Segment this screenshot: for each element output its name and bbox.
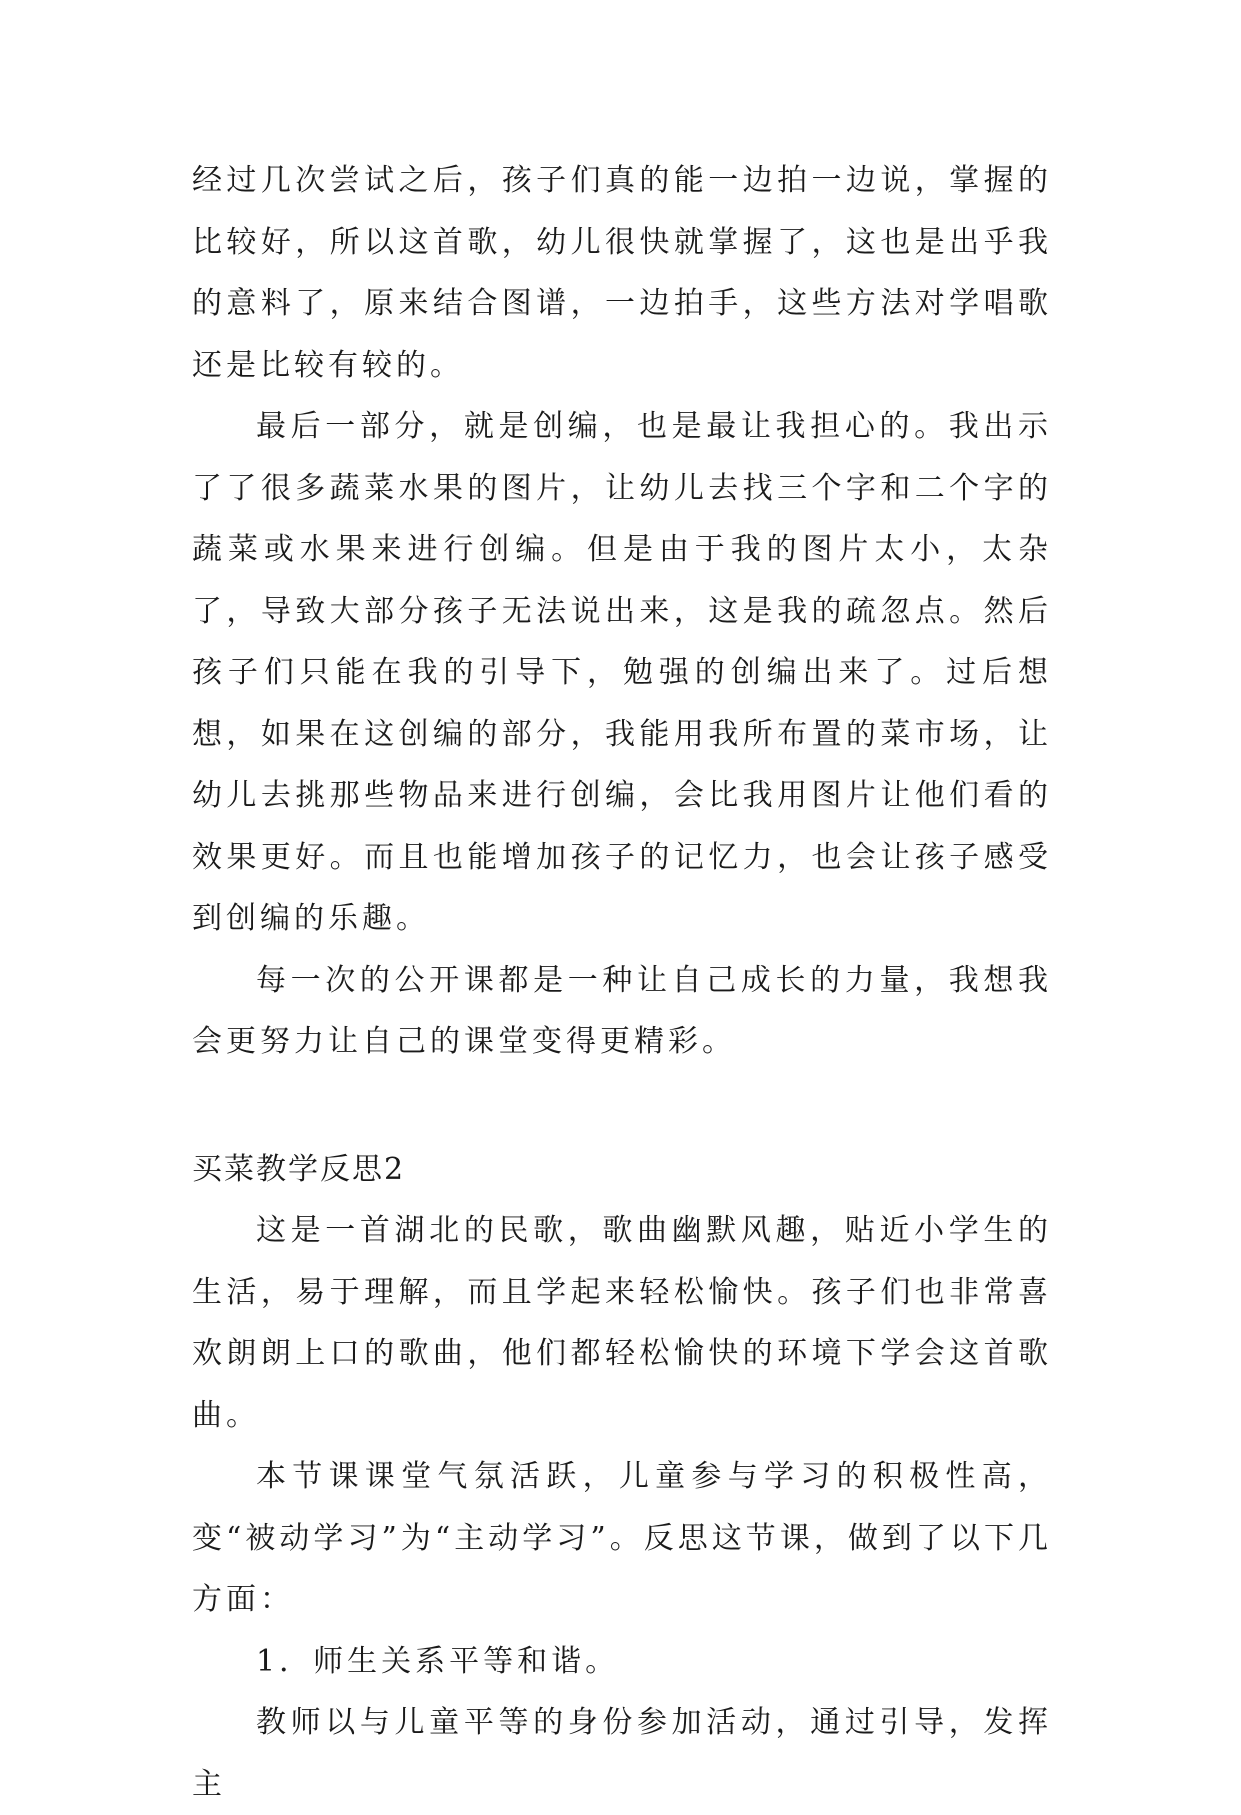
paragraph: 经过几次尝试之后，孩子们真的能一边拍一边说，掌握的比较好，所以这首歌，幼儿很快就掌握了，这也是出乎我的意料了，原来结合图谱，一边拍手，这些方法对学唱歌还是比较有较的。	[192, 163, 1052, 383]
section-spacer	[192, 1073, 1052, 1139]
paragraph: 最后一部分，就是创编，也是最让我担心的。我出示了了很多蔬菜水果的图片，让幼儿去找三个字和二个字的蔬菜或水果来进行创编。但是由于我的图片太小，太杂了，导致大部分孩子无法说出来，这是我的疏忽点。然后孩子们只能在我的引导下，勉强的创编出来了。过后想想，如果在这创编的部分，我能用我所布置的菜市场，让幼儿去挑那些物品来进行创编，会比我用图片让他们看的效果更好。而且也能增加孩子的记忆力，也会让孩子感受到创编的乐趣。	[192, 409, 1052, 936]
paragraph: 本节课课堂气氛活跃，儿童参与学习的积极性高，变“被动学习”为“主动学习”。反思这节课，做到了以下几方面：	[192, 1459, 1052, 1617]
paragraph: 这是一首湖北的民歌，歌曲幽默风趣，贴近小学生的生活，易于理解，而且学起来轻松愉快。孩子们也非常喜欢朗朗上口的歌曲，他们都轻松愉快的环境下学会这首歌曲。	[192, 1213, 1052, 1433]
section-heading: 买菜教学反思2	[192, 1151, 406, 1187]
list-item: 1．师生关系平等和谐。	[256, 1643, 620, 1679]
paragraph: 教师以与儿童平等的身份参加活动，通过引导，发挥主	[192, 1705, 1052, 1802]
document-body	[192, 150, 1052, 1815]
paragraph: 每一次的公开课都是一种让自己成长的力量，我想我会更努力让自己的课堂变得更精彩。	[192, 962, 1052, 1059]
